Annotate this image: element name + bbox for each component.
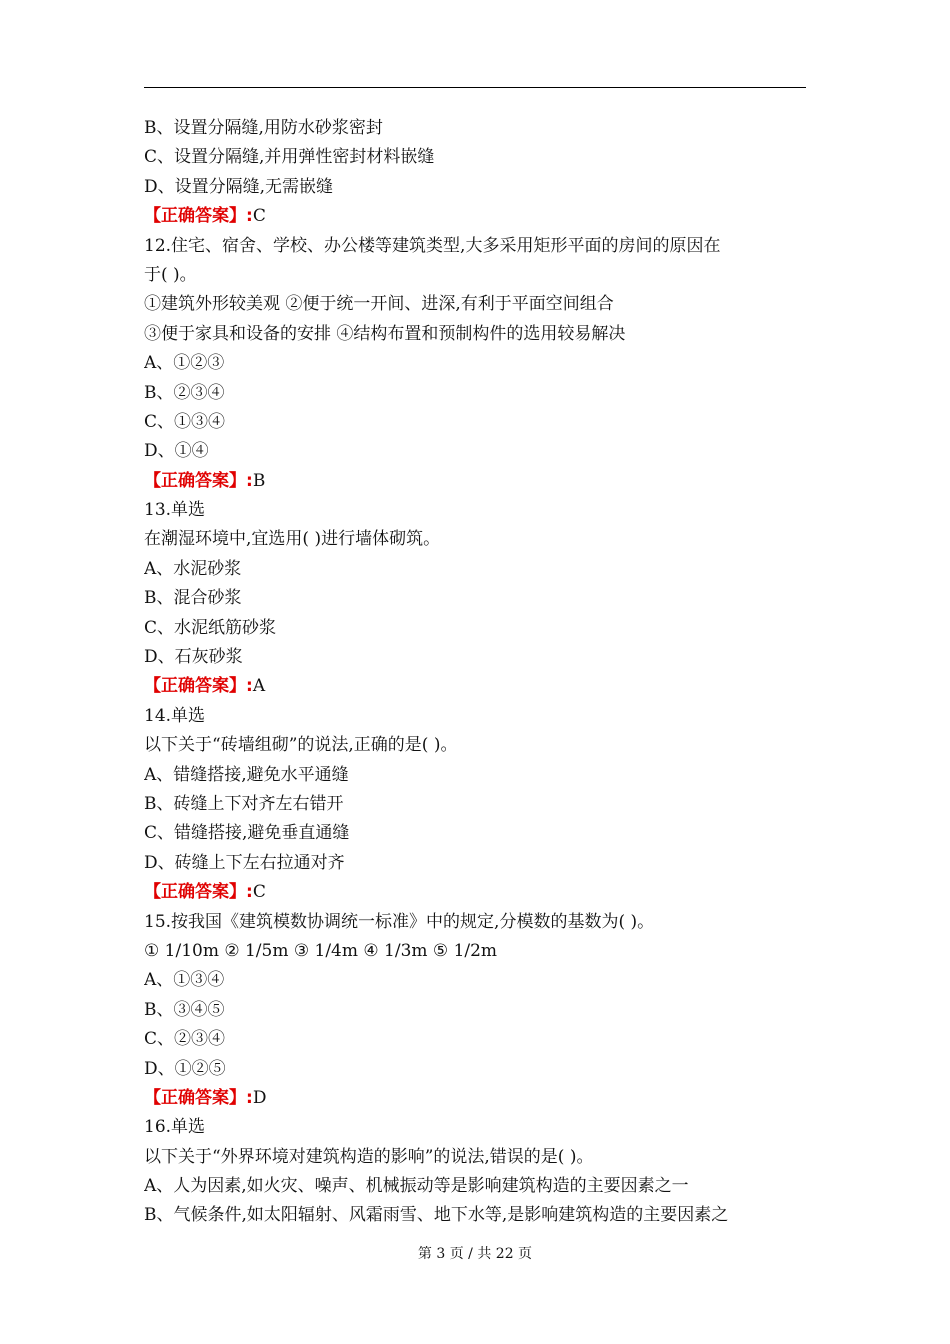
text-line: 以下关于“外界环境对建筑构造的影响”的说法,错误的是( )。 — [144, 1146, 594, 1167]
correct-answer-line — [144, 1084, 814, 1113]
header-rule — [144, 87, 806, 88]
text-line: D、①④ — [144, 441, 209, 462]
text-line: A、人为因素,如火灾、噪声、机械振动等是影响建筑构造的主要因素之一 — [144, 1176, 689, 1197]
page-footer — [0, 1244, 950, 1264]
text-line: C、错缝搭接,避免垂直通缝 — [144, 823, 350, 844]
correct-answer-line — [144, 878, 814, 907]
text-line: A、①②③ — [144, 353, 225, 374]
correct-answer-line — [144, 202, 814, 231]
text-line: D、石灰砂浆 — [144, 647, 243, 668]
page-number: 第 3 页 / 共 22 页 — [417, 1246, 533, 1262]
text-line: A、错缝搭接,避免水平通缝 — [144, 764, 349, 785]
text-line: C、①③④ — [144, 411, 226, 432]
correct-answer-value: C — [252, 206, 266, 227]
correct-answer-value: D — [252, 1087, 267, 1108]
text-line: D、设置分隔缝,无需嵌缝 — [144, 176, 334, 197]
document-body — [144, 114, 814, 1231]
text-line: D、砖缝上下左右拉通对齐 — [144, 852, 345, 873]
text-line: ①建筑外形较美观 ②便于统一开间、进深,有利于平面空间组合 — [144, 294, 614, 315]
correct-answer-line — [144, 467, 814, 496]
text-line: B、②③④ — [144, 382, 225, 403]
text-line: ① 1/10m ② 1/5m ③ 1/4m ④ 1/3m ⑤ 1/2m — [144, 940, 498, 961]
text-line: C、设置分隔缝,并用弹性密封材料嵌缝 — [144, 147, 435, 168]
correct-answer-line — [144, 672, 814, 701]
correct-answer-value: C — [252, 882, 266, 903]
text-line: 14.单选 — [144, 705, 206, 726]
text-line: 13.单选 — [144, 500, 206, 521]
text-line: A、①③④ — [144, 970, 225, 991]
text-line: 12.住宅、宿舍、学校、办公楼等建筑类型,大多采用矩形平面的房间的原因在 — [144, 235, 721, 256]
correct-answer-label: 【正确答案】: — [144, 882, 253, 903]
text-line: B、混合砂浆 — [144, 588, 242, 609]
correct-answer-value: B — [252, 470, 266, 491]
text-line: 15.按我国《建筑模数协调统一标准》中的规定,分模数的基数为( )。 — [144, 911, 655, 932]
text-line: C、②③④ — [144, 1029, 226, 1050]
text-line: A、水泥砂浆 — [144, 558, 242, 579]
text-line: 在潮湿环境中,宜选用( )进行墙体砌筑。 — [144, 529, 441, 550]
text-line: D、①②⑤ — [144, 1058, 226, 1079]
text-line: B、气候条件,如太阳辐射、风霜雨雪、地下水等,是影响建筑构造的主要因素之 — [144, 1205, 729, 1226]
correct-answer-value: A — [252, 676, 266, 697]
text-line: B、③④⑤ — [144, 999, 225, 1020]
text-line: 于( )。 — [144, 264, 197, 285]
text-line: ③便于家具和设备的安排 ④结构布置和预制构件的选用较易解决 — [144, 323, 626, 344]
text-line: C、水泥纸筋砂浆 — [144, 617, 277, 638]
text-line: 16.单选 — [144, 1117, 206, 1138]
text-line: 以下关于“砖墙组砌”的说法,正确的是( )。 — [144, 735, 458, 756]
text-line: B、砖缝上下对齐左右错开 — [144, 793, 344, 814]
correct-answer-label: 【正确答案】: — [144, 676, 253, 697]
correct-answer-label: 【正确答案】: — [144, 470, 253, 491]
text-line: B、设置分隔缝,用防水砂浆密封 — [144, 118, 383, 138]
correct-answer-label: 【正确答案】: — [144, 206, 253, 227]
correct-answer-label: 【正确答案】: — [144, 1087, 253, 1108]
